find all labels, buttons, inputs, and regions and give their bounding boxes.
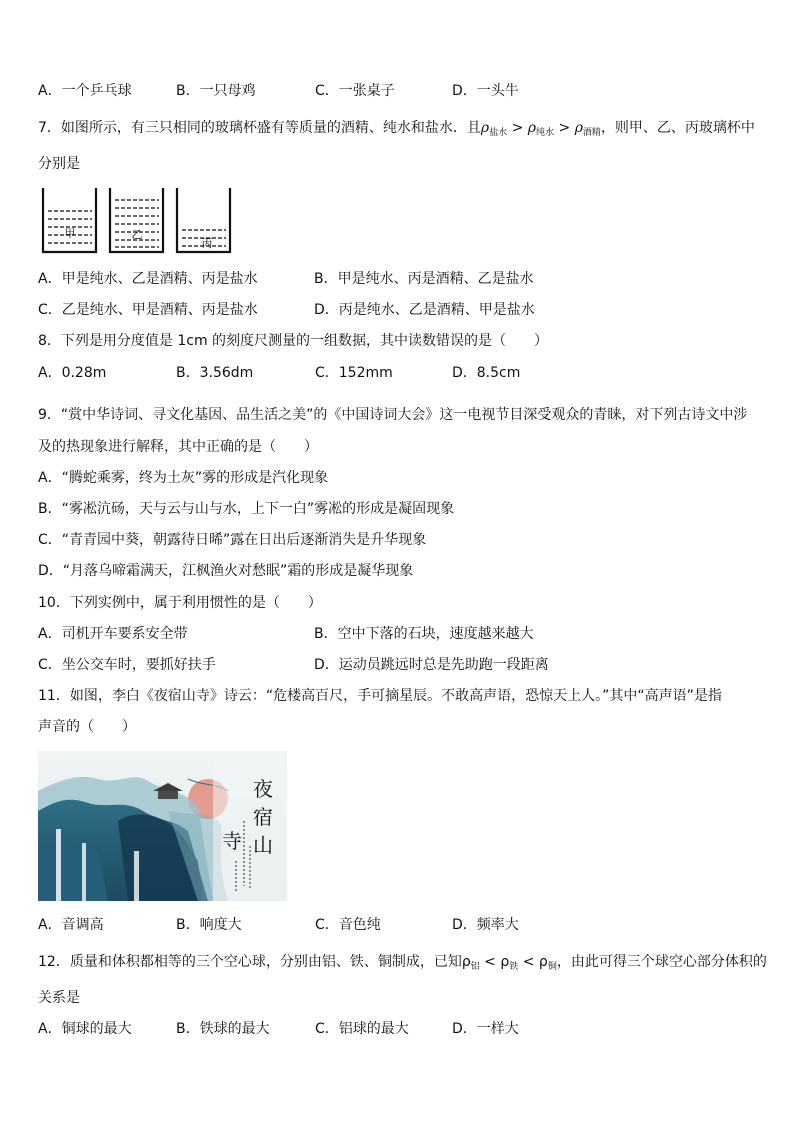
rho-symbol: ρ: [574, 120, 583, 136]
q9-option-c: C．“青青园中葵，朝露待日晞”露在日出后逐渐消失是升华现象: [38, 532, 427, 548]
q8-option-c: C．152mm: [315, 365, 393, 381]
q11-stem-a: 11．如图，李白《夜宿山寺》诗云：“危楼高百尺，手可摘星辰。不敢高声语，恐惊天上人。”其中“高声语”是指: [38, 688, 722, 704]
q9-stem-b: 及的热现象进行解释，其中正确的是（ ）: [38, 439, 318, 455]
gt-sign: >: [507, 120, 528, 136]
q11-option-b: B．响度大: [176, 917, 242, 933]
q6-option-c: C．一张桌子: [315, 83, 395, 99]
beaker-bing: [177, 188, 230, 252]
q7-option-c: C．乙是纯水、甲是酒精、丙是盐水: [38, 302, 258, 318]
three-beakers-figure: [40, 186, 236, 256]
rho-sub-copper: 铜: [547, 962, 557, 972]
q12-stem-b: ，由此可得三个球空心部分体积的: [556, 954, 767, 970]
q12-stem: [38, 953, 767, 973]
q11-option-c: C．音色纯: [315, 917, 381, 933]
rho-sub-salt-water: 盐水: [489, 128, 508, 138]
q12-option-c: C．铝球的最大: [315, 1021, 409, 1037]
rho-sub-pure-water: 纯水: [536, 128, 555, 138]
rho-sub-iron: 铁: [509, 962, 519, 972]
q9-option-d: D．“月落乌啼霜满天，江枫渔火对愁眠”霜的形成是凝华现象: [38, 563, 414, 579]
q9-stem-a: 9．“赏中华诗词、寻文化基因、品生活之美”的《中国诗词大会》这一电视节目深受观众的青睐，对下列古诗文中涉: [38, 407, 748, 423]
q12-stem-c: 关系是: [38, 990, 80, 1006]
rho-symbol: ρ: [480, 120, 490, 136]
rho-symbol: ρ: [461, 954, 471, 970]
q12-option-b: B．铁球的最大: [176, 1021, 270, 1037]
beaker-yi: [110, 188, 163, 252]
q9-option-a: A．“腾蛇乘雾，终为土灰”雾的形成是汽化现象: [38, 470, 329, 486]
q7-option-d: D．丙是纯水、乙是酒精、甲是盐水: [314, 302, 535, 318]
q9-option-b: B．“雾凇沆砀，天与云与山与水，上下一白”雾凇的形成是凝固现象: [38, 501, 455, 517]
rho-symbol: ρ: [500, 954, 510, 970]
q12-option-d: D．一样大: [452, 1021, 519, 1037]
q7-option-a: A．甲是纯水、乙是酒精、丙是盐水: [38, 271, 258, 287]
image-title-char-4: 寺: [222, 829, 242, 853]
q10-option-b: B．空中下落的石块，速度越来越大: [314, 626, 534, 642]
q8-option-a: A．0.28m: [38, 365, 107, 381]
q10-stem: 10．下列实例中，属于利用惯性的是（ ）: [38, 595, 322, 611]
q8-option-b: B．3.56dm: [176, 365, 254, 381]
image-title-char-2: 宿: [253, 805, 273, 829]
lt-sign: <: [518, 954, 539, 970]
rho-sub-aluminum: 铝: [470, 962, 480, 972]
q8-stem: 8．下列是用分度值是 1cm 的刻度尺测量的一组数据，其中读数错误的是（ ）: [38, 333, 549, 349]
q6-option-b: B．一只母鸡: [176, 83, 256, 99]
q8-option-d: D．8.5cm: [452, 365, 521, 381]
q12-stem-a: 12．质量和体积都相等的三个空心球，分别由铝、铁、铜制成，已知: [38, 954, 462, 970]
poem-landscape-image: [38, 751, 287, 901]
q10-option-a: A．司机开车要系安全带: [38, 626, 188, 642]
gt-sign: >: [554, 120, 575, 136]
lt-sign: <: [479, 954, 501, 970]
q7-stem-c: 分别是: [38, 156, 80, 172]
q12-option-a: A．铜球的最大: [38, 1021, 132, 1037]
q11-option-a: A．音调高: [38, 917, 104, 933]
q11-option-d: D．频率大: [452, 917, 519, 933]
q6-option-d: D．一头牛: [452, 83, 519, 99]
q7-stem-b: ，则甲、乙、丙玻璃杯中: [600, 120, 755, 136]
rho-symbol: ρ: [538, 954, 548, 970]
beaker-label-yi: 乙: [131, 228, 143, 241]
waterfall: [56, 829, 61, 901]
q11-stem-b: 声音的（ ）: [38, 719, 136, 735]
image-title-char-1: 夜: [253, 777, 273, 801]
q7-stem: [38, 119, 755, 139]
rho-sub-alcohol: 酒精: [582, 128, 601, 138]
rho-symbol: ρ: [527, 120, 537, 136]
q10-option-c: C．坐公交车时，要抓好扶手: [38, 657, 216, 673]
q7-stem-a: 7．如图所示，有三只相同的玻璃杯盛有等质量的酒精、纯水和盐水．且: [38, 120, 481, 136]
beaker-jia: [43, 188, 96, 252]
image-title-char-3: 山: [253, 833, 273, 857]
q7-option-b: B．甲是纯水、丙是酒精、乙是盐水: [314, 271, 534, 287]
beaker-label-jia: 甲: [64, 227, 76, 240]
beaker-label-bing: 丙: [201, 237, 213, 250]
q10-option-d: D．运动员跳远时总是先助跑一段距离: [314, 657, 549, 673]
q6-option-a: A．一个乒乓球: [38, 83, 132, 99]
